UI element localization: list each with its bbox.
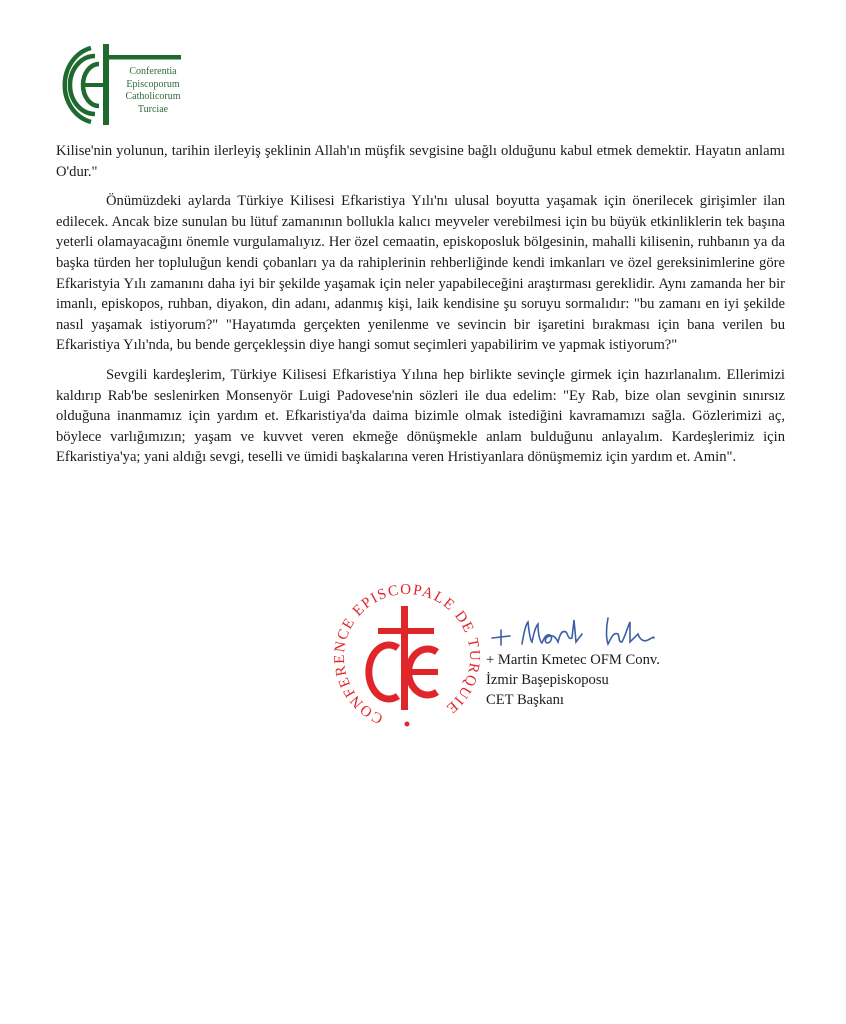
signature-icon xyxy=(488,612,688,652)
cet-seal xyxy=(328,578,486,736)
svg-text:CONFERENCE EPISCOPALE DE TURQU: CONFERENCE EPISCOPALE DE TURQUIE xyxy=(331,581,483,727)
signatory-role: CET Başkanı xyxy=(486,692,564,708)
cet-logo xyxy=(55,42,185,127)
seal-stamp-icon xyxy=(328,578,486,736)
paragraph: Kilise'nin yolunun, tarihin ilerleyiş şeklinin Allah'ın müşfik sevgisine bağlı olduğunu kabul etmek demektir. Hayatın anlamı O'dur." xyxy=(56,143,785,180)
logo-line: Conferentia xyxy=(129,66,177,77)
letter-body xyxy=(56,141,785,477)
signatory-title: İzmir Başepiskoposu xyxy=(486,672,609,688)
paragraph: Önümüzdeki aylarda Türkiye Kilisesi Efkaristiya Yılı'nı ulusal boyutta yaşamak için önerilecek girişimler ilan edilecek. Ancak bize sunulan bu lütuf zamanının bollukla kalıcı meyveler verebilmesi için bu büyük etkinliklerin tek başına yeterli olamayacağını önemle vurgulamalıyız. Her özel cemaatin, episkoposluk bölgesinin, mahalli kilisenin, ruhbanın ya da başka türden her topluluğun kendi çobanları ya da rahiplerinin rehberliğinde kendi imkanları ve özel gereksinimlerine göre Efkaristyia Yılı zamanını daha iyi bir şekilde yaşamak için neler yapabileceğini araştırması gereklidir. Aynı zamanda her bir imanlı, episkopos, ruhban, diyakon, din adanı, adanmış kişi, laik kendisine şu soruyu sormalıdır: "bu zamanı en iyi şekilde nasıl yaşamak istiyorum?" "Hayatımda gerçekten yenilenme ve sevincin bir işaretini bırakması için bana verilen bu Efkaristiya Yılı'nda, bu bende gerçekleşsin diye hangi somut seçimleri yapabilirim ve yapmak istiyorum?" xyxy=(56,193,785,354)
logo-line: Turciae xyxy=(137,103,169,115)
signature-block xyxy=(486,650,660,710)
logo-text xyxy=(118,66,188,116)
logo-line: Catholicorum xyxy=(125,91,181,102)
paragraph: Sevgili kardeşlerim, Türkiye Kilisesi Efkaristiya Yılına hep birlikte sevinçle girmek için hazırlanalım. Ellerimizi kaldırıp Rab'be seslenirken Monsenyör Luigi Padovese'nin sözleri ile dua edelim: "Ey Rab, bize olan sevginin sınırsız olduğuna inanmamız için yardım et. Efkaristiya'da daima bizimle olmak istediğini kavramamızı sağla. Gözlerimizi aç, böylece varlığımızın; yaşam ve kuvvet veren ekmeğe dönüşmekle anlam bulduğunu anlayalım. Kardeşlerimiz için Efkaristiya'ya; yani aldığı sevgi, teselli ve ümidi başkalarına veren Hristiyanlara dönüşmemiz için yardım et. Amin". xyxy=(56,366,785,466)
handwritten-signature xyxy=(488,612,688,652)
signatory-name: + Martin Kmetec OFM Conv. xyxy=(486,652,660,668)
logo-line: Episcoporum xyxy=(126,78,180,90)
